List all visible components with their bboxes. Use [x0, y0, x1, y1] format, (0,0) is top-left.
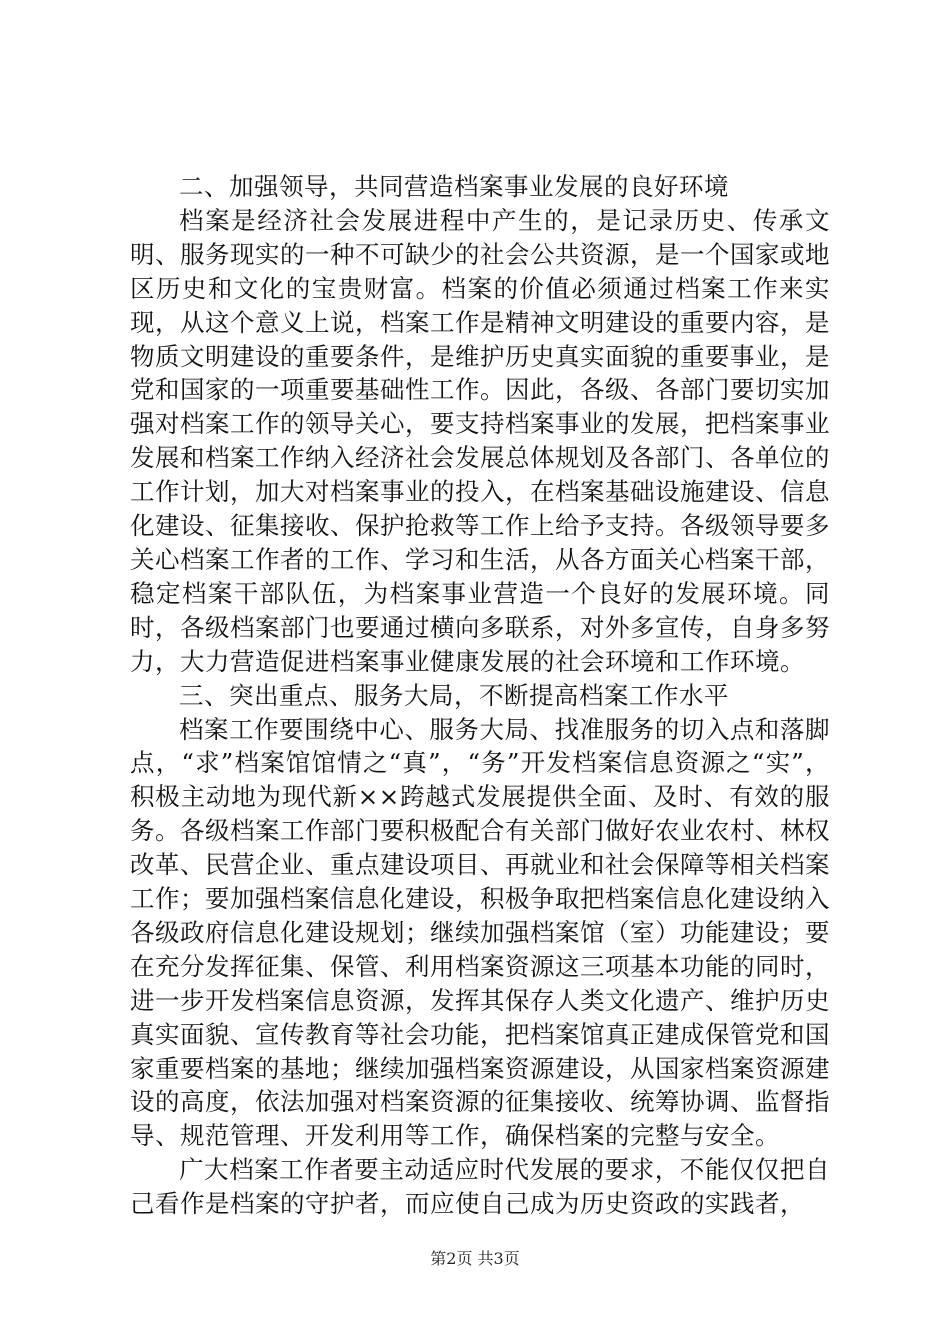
body-paragraph: 档案是经济社会发展进程中产生的，是记录历史、传承文明、服务现实的一种不可缺少的社会公共资源，是一个国家或地区历史和文化的宝贵财富。档案的价值必须通过档案工作来实现，从这个意义上说，档案工作是精神文明建设的重要内容，是物质文明建设的重要条件，是维护历史真实面貌的重要事业，是党和国家的一项重要基础性工作。因此，各级、各部门要切实加强对档案工作的领导关心，要支持档案事业的发展，把档案事业发展和档案工作纳入经济社会发展总体规划及各部门、各单位的工作计划，加大对档案事业的投入，在档案基础设施建设、信息化建设、征集接收、保护抢救等工作上给予支持。各级领导要多关心档案工作者的工作、学习和生活，从各方面关心档案干部，稳定档案干部队伍，为档案事业营造一个良好的发展环境。同时，各级档案部门也要通过横向多联系，对外多宣传，自身多努力，大力营造促进档案事业健康发展的社会环境和工作环境。: [130, 205, 830, 676]
body-paragraph: 档案工作要围绕中心、服务大局、找准服务的切入点和落脚点，“求”档案馆馆情之“真”，“务”开发档案信息资源之“实”，积极主动地为现代新××跨越式发展提供全面、及时、有效的服务。各级档案工作部门要积极配合有关部门做好农业农村、林权改革、民营企业、重点建设项目、再就业和社会保障等相关档案工作；要加强档案信息化建设，积极争取把档案信息化建设纳入各级政府信息化建设规划；继续加强档案馆（室）功能建设；要在充分发挥征集、保管、利用档案资源这三项基本功能的同时，进一步开发档案信息资源，发挥其保存人类文化遗产、维护历史真实面貌、宣传教育等社会功能，把档案馆真正建成保管党和国家重要档案的基地；继续加强档案资源建设，从国家档案资源建设的高度，依法加强对档案资源的征集接收、统筹协调、监督指导、规范管理、开发利用等工作，确保档案的完整与安全。: [130, 714, 830, 1151]
page-number-footer: 第2页 共3页: [430, 1249, 520, 1268]
section-heading-3: 三、突出重点、服务大局，不断提高档案工作水平: [179, 680, 729, 710]
body-paragraph: 广大档案工作者要主动适应时代发展的要求，不能仅仅把自己看作是档案的守护者，而应使自己成为历史资政的实践者，: [130, 1155, 830, 1219]
document-body: [130, 170, 830, 1221]
section-heading-2: 二、加强领导，共同营造档案事业发展的良好环境: [179, 172, 729, 201]
